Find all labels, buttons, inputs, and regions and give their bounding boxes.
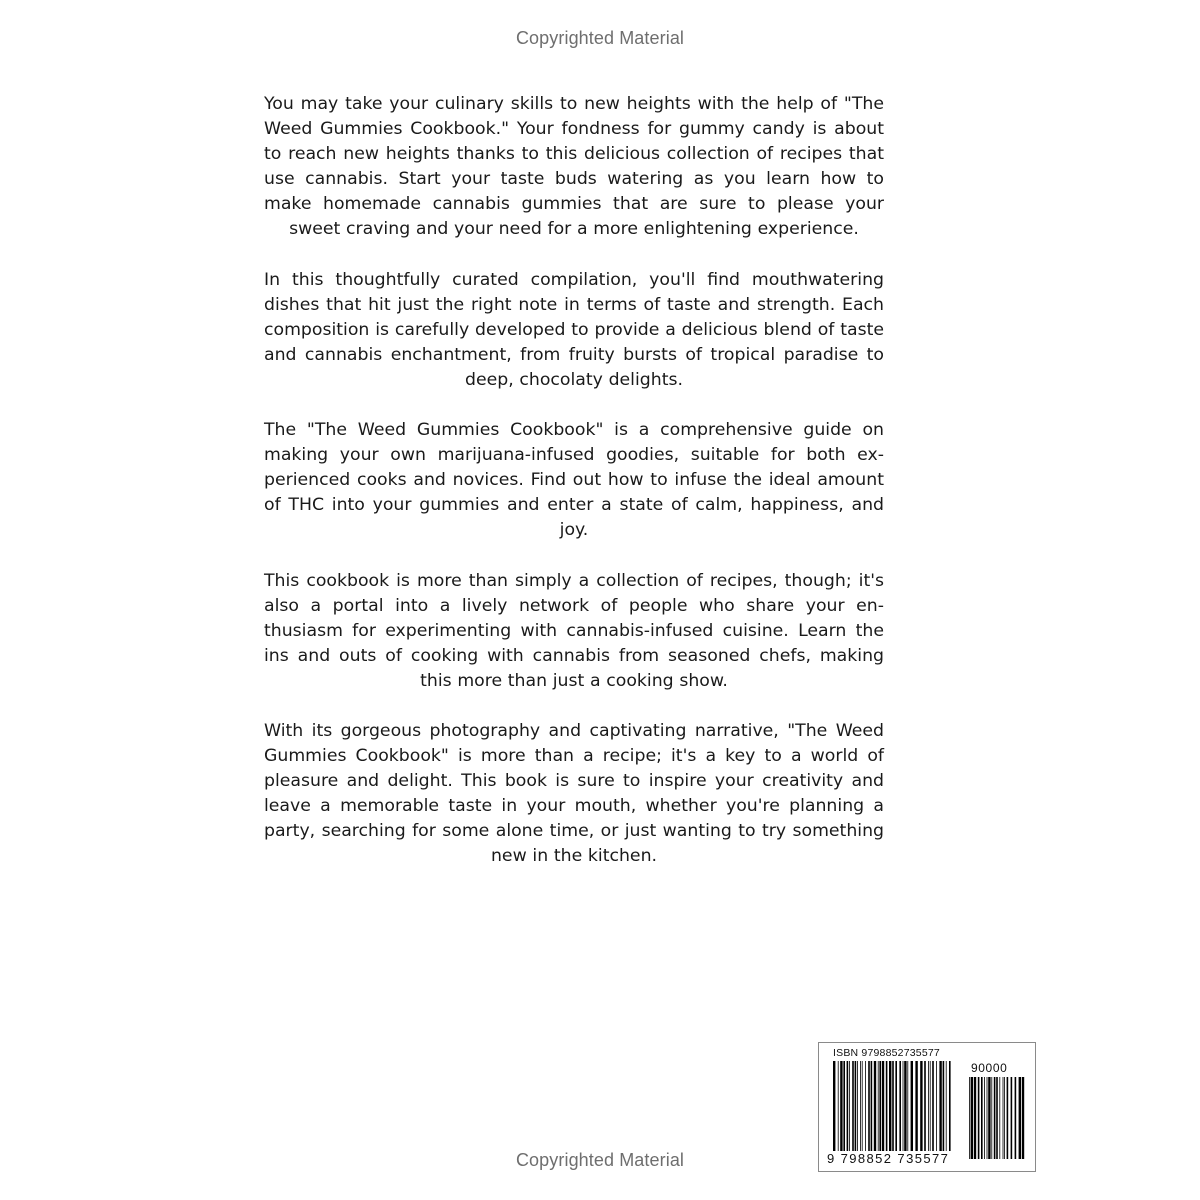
barcode-bar [996, 1077, 998, 1159]
barcode-bar [987, 1077, 988, 1159]
barcode-bar [895, 1061, 897, 1151]
barcode-bar [974, 1077, 976, 1159]
barcode-bar [924, 1061, 926, 1151]
barcode-bar [932, 1061, 934, 1151]
isbn-label: ISBN 9798852735577 [833, 1047, 940, 1059]
barcode-bar [903, 1061, 904, 1151]
barcode-bar [899, 1061, 901, 1151]
barcode-bar [840, 1061, 842, 1151]
barcode-bar [943, 1061, 945, 1151]
barcode-bar [860, 1061, 861, 1151]
barcode-digits: 9 798852 735577 [827, 1151, 950, 1166]
barcode-bar [1019, 1077, 1021, 1159]
barcode-bar [904, 1061, 906, 1151]
barcode-bar [978, 1077, 980, 1159]
barcode-bar [862, 1061, 863, 1151]
barcode-bar [1007, 1077, 1009, 1159]
barcode-bar [879, 1061, 881, 1151]
barcode-bar [969, 1077, 970, 1159]
barcode-bar [981, 1077, 983, 1159]
barcode-bar [994, 1077, 996, 1159]
barcode-bar [999, 1077, 1000, 1159]
description-paragraph-5: With its gorgeous photography and captivating narrative, "The Weed Gummies Cookbook" is more than a recipe; it's a key to a world of pleasure and delight. This book is sure to inspire your creativity and leave a memorable taste in your mouth, whether you're planning a party, searching for some alone time, or just wanting to try something new in the kitchen. [264, 720, 884, 867]
barcode-bar [843, 1061, 845, 1151]
barcode-bar [889, 1061, 891, 1151]
description-paragraph-4: This cookbook is more than simply a collection of recipes, though; it's also a portal into a lively network of people who share your enthusiasm for experimenting with cannabis-infused cuisine. Learn the ins and outs of cooking with cannabis from seasoned chefs, making this more than just a cooking show. [264, 570, 884, 691]
barcode-bar [855, 1061, 857, 1151]
barcode-bar [991, 1077, 992, 1159]
barcode-bar [838, 1061, 839, 1151]
barcode-bar [915, 1061, 917, 1151]
copyright-watermark-top: Copyrighted Material [515, 28, 685, 48]
barcode-bar [930, 1061, 931, 1151]
barcode-bar [857, 1061, 858, 1151]
cover-description [264, 92, 884, 895]
description-paragraph-3: The "The Weed Gummies Cookbook" is a comprehensive guide on making your own marijuana-infused goodies, suitable for both experienced cooks and novices. Find out how to infuse the ideal amount of THC into your gummies and enter a state of calm, happiness, and joy. [264, 420, 884, 541]
barcode-bar [939, 1061, 941, 1151]
barcode-bar [878, 1061, 879, 1151]
description-paragraph-1: You may take your culinary skills to new heights with the help of "The Weed Gummies Cookbook." Your fondness for gummy candy is about to reach new heights thanks to this delicious collection of recipes that use cannabis. Start your taste buds watering as you learn how to make homemade cannabis gummies that are sure to please your sweet craving and your need for a more enlightening experience. [264, 94, 884, 240]
barcode-bar [1022, 1077, 1024, 1159]
barcode-bar [865, 1061, 866, 1151]
barcode-bar [882, 1061, 884, 1151]
barcode-bar [849, 1061, 850, 1151]
barcode-bar [871, 1061, 873, 1151]
barcode-bar [833, 1061, 835, 1151]
barcode-bar [911, 1061, 913, 1151]
barcode-bar [949, 1061, 951, 1151]
barcode-bar [984, 1077, 985, 1159]
barcode-bar [946, 1061, 947, 1151]
barcode-bar [971, 1077, 973, 1159]
barcode-addon-bars [969, 1077, 1025, 1159]
barcode-bar [1003, 1077, 1004, 1159]
barcode-bar [874, 1061, 876, 1151]
barcode-bar [868, 1061, 870, 1151]
copyright-watermark-bottom: Copyrighted Material [515, 1150, 685, 1170]
barcode-bar [920, 1061, 922, 1151]
barcode-bar [988, 1077, 990, 1159]
barcode-bar [1015, 1077, 1017, 1159]
barcode-bar [847, 1061, 849, 1151]
barcode-bar [936, 1061, 937, 1151]
description-paragraph-2: In this thoughtfully curated compilation, you'll find mouthwatering dishes that hit just the right note in terms of taste and strength. Each composition is carefully developed to provide a delicious blend of taste and cannabis enchantment, from fruity bursts of tropical paradise to deep, chocolaty delights. [264, 269, 884, 390]
barcode-bar [886, 1061, 888, 1151]
price-addon-number: 90000 [971, 1061, 1008, 1075]
barcode-bar [928, 1061, 929, 1151]
barcode-bar [1011, 1077, 1013, 1159]
barcode-main-bars [833, 1061, 953, 1151]
barcode-bar [907, 1061, 908, 1151]
barcode-bar [852, 1061, 854, 1151]
barcode-bar [1004, 1077, 1005, 1159]
barcode-bar [892, 1061, 894, 1151]
